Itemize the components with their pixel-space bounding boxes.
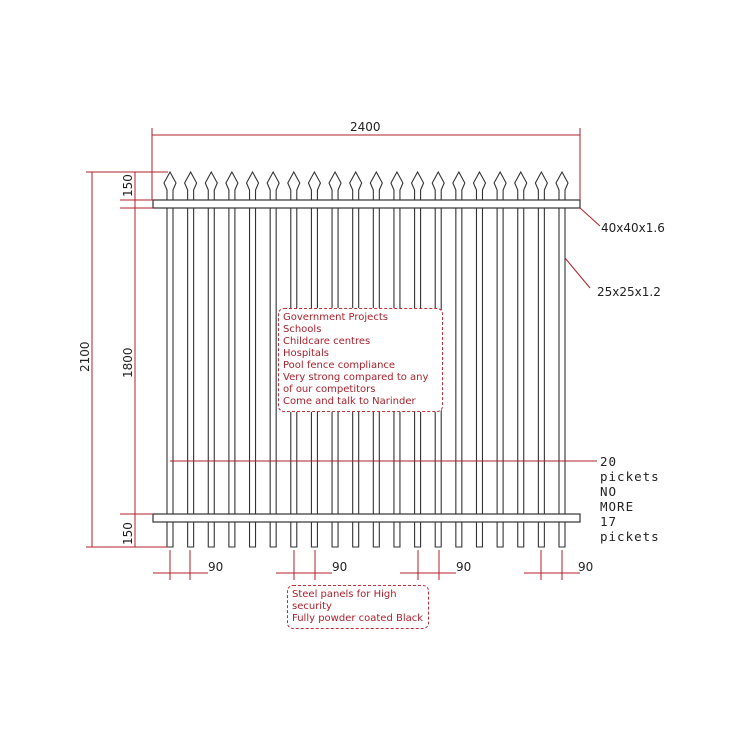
top-rail [153,200,580,208]
gap-label: 90 [208,560,224,574]
overall-width-label: 2400 [350,120,381,134]
picket-note-line: MORE [600,499,635,514]
picket-callout: 25x25x1.2 [597,285,661,299]
picket [453,172,465,547]
feature-item: Come and talk to Narinder [283,396,416,407]
bottom-rail [153,514,580,522]
feature-item: Government Projects [283,312,388,323]
picket [473,172,485,547]
feature-item: Childcare centres [283,336,371,347]
picket [185,172,197,547]
picket [515,172,527,547]
picket-note [600,454,660,544]
picket-note-line: 17 [600,514,618,529]
picket [226,172,238,547]
gap-label: 90 [332,560,348,574]
feature-item: Very strong compared to any of our competitors [283,372,429,395]
overall-height-label: 2100 [78,341,92,372]
picket-note-line: 20 [600,454,618,469]
finish-item: Steel panels for High security [292,589,397,612]
picket-note-line: NO [600,484,618,499]
features-box [278,308,443,412]
picket [164,172,176,547]
picket [247,172,259,547]
panel-height-label: 1800 [121,347,135,378]
feature-item: Pool fence compliance [283,360,396,371]
feature-item: Schools [283,324,322,335]
picket-note-line: pickets [600,469,660,484]
picket [494,172,506,547]
bottom-leg-label: 150 [121,522,135,545]
top-spike-label: 150 [121,174,135,197]
picket [205,172,217,547]
picket [556,172,568,547]
finish-box [287,585,429,629]
gap-label: 90 [456,560,472,574]
feature-item: Hospitals [283,348,330,359]
picket-note-line: pickets [600,529,660,544]
rail-callout: 40x40x1.6 [601,221,665,235]
picket [535,172,547,547]
gap-label: 90 [578,560,594,574]
finish-item: Fully powder coated Black [292,613,424,624]
